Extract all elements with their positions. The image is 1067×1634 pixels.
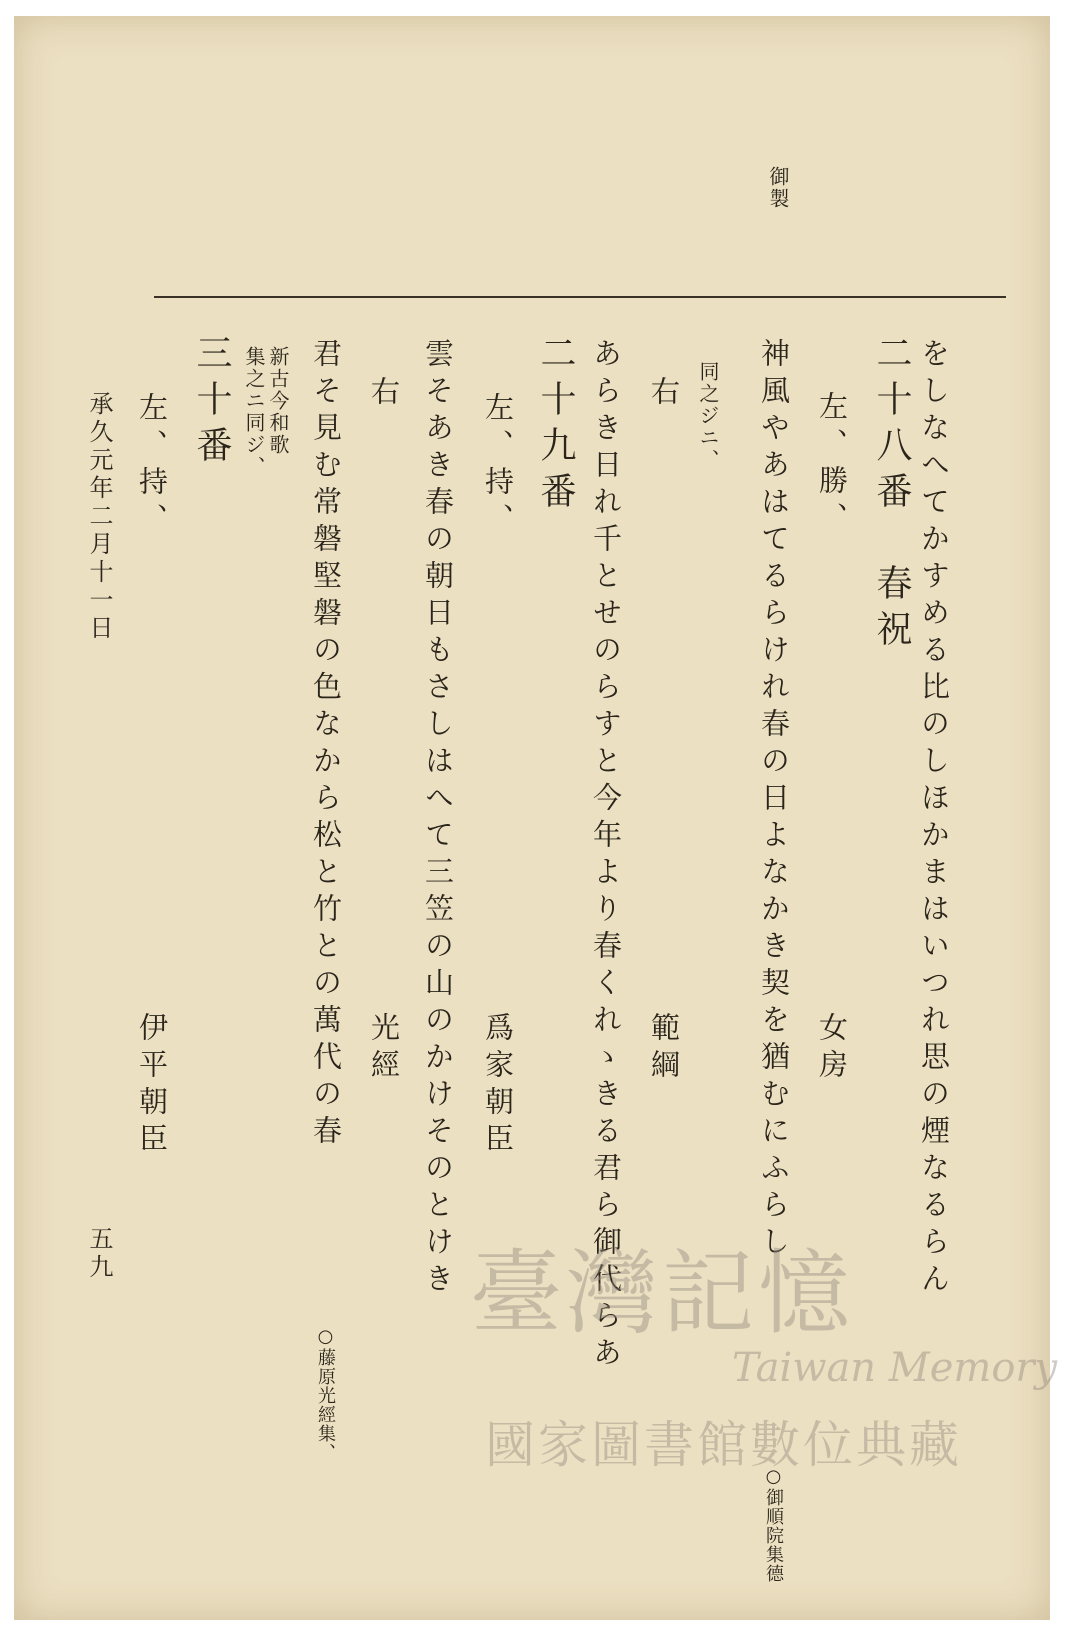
- side-label: 左、持、: [481, 392, 515, 540]
- source-note: 新古今和歌: [266, 346, 290, 456]
- side-label: 右: [367, 376, 401, 413]
- poet-name: 範綱: [647, 1012, 681, 1086]
- page-number: 五九: [85, 1226, 113, 1282]
- side-label: 左、持、: [135, 392, 169, 540]
- source-note: 同之ジニ、: [696, 361, 720, 471]
- watermark-english: Taiwan Memory: [732, 1345, 1058, 1391]
- bout-heading: 二十八番 春祝: [871, 334, 912, 656]
- poet-name: 爲家朝臣: [481, 1012, 515, 1160]
- watermark-library: 國家圖書館數位典藏: [485, 1416, 962, 1474]
- side-label: 右: [647, 376, 681, 413]
- poem-line: 君そ見む常磐堅磐の色なから松と竹との萬代の春: [309, 338, 343, 1152]
- bout-heading: 三十番: [191, 334, 232, 472]
- poet-name: 伊平朝臣: [135, 1012, 169, 1160]
- bout-heading: 二十九番: [535, 334, 576, 518]
- poet-name: 女房: [815, 1012, 849, 1086]
- source-note: 集之ニ同ジ、: [242, 346, 266, 478]
- poet-name: 光經: [367, 1012, 401, 1086]
- watermark-logo: 臺灣記憶: [470, 1240, 855, 1347]
- running-title: 御製: [766, 166, 790, 210]
- source-note: ○藤原光經集、: [315, 1326, 336, 1462]
- side-label: 左、勝、: [815, 391, 849, 539]
- source-note: ○御順院集德: [763, 1466, 784, 1583]
- poem-line: 神風やあはてるらけれ春の日よなかき契を猶むにふらし: [757, 338, 791, 1263]
- header-rule: [154, 296, 1006, 298]
- poem-line: 雲そあき春の朝日もさしはへて三笠の山のかけそのとけき: [421, 338, 455, 1300]
- date-line: 承久元年二月十一日: [85, 391, 113, 643]
- poem-line: をしなへてかすめる比のしほかまはいつれ思の煙なるらん: [917, 338, 951, 1300]
- poem-line: あらき日れ千とせのらすと今年より春くれゝきる君ら御代らあ: [589, 338, 623, 1374]
